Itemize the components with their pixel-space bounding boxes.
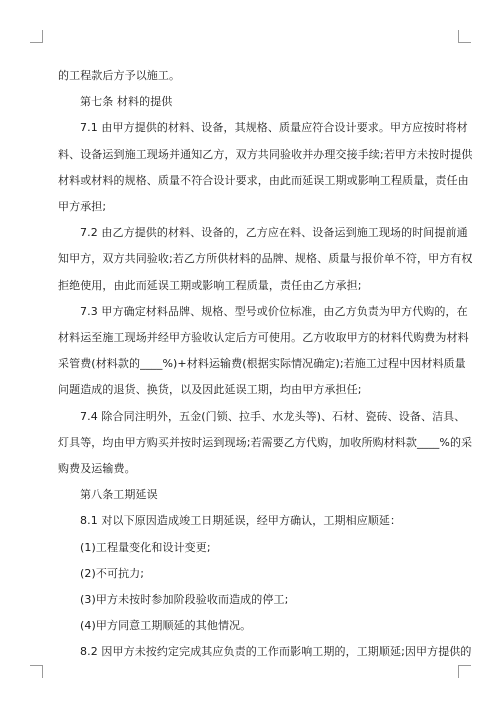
document-body <box>58 63 473 666</box>
document-text-line: 第七条 材料的提供 <box>80 95 173 109</box>
document-text-line: 甲方承担; <box>58 200 107 214</box>
document-text-line: 灯具等，均由甲方购买并按时运到现场;若需要乙方代购，加收所购材料款____%的采 <box>58 435 473 449</box>
crop-mark-bottom-left <box>30 665 43 678</box>
document-text-line: (4)甲方同意工期顺延的其他情况。 <box>80 619 252 633</box>
document-text-line: 8.2 因甲方未按约定完成其应负责的工作而影响工期的，工期顺延;因甲方提供的 <box>80 645 472 659</box>
document-text-line: 的工程款后方予以施工。 <box>58 69 181 82</box>
document-text-line: 7.4 除合同注明外，五金(门锁、拉手、水龙头等)、石材、瓷砖、设备、洁具、 <box>80 409 466 423</box>
crop-mark-top-right <box>458 30 471 43</box>
document-text-line: 采管费(材料款的____%)+材料运输费(根据实际情况确定);若施工过程中因材料质量 <box>58 357 466 371</box>
document-text-line: 材料运至施工现场并经甲方验收认定后方可使用。乙方收取甲方的材料代购费为材料 <box>58 331 469 345</box>
document-text-line: 问题造成的退货、换货，以及因此延误工期，均由甲方承担任; <box>58 383 362 397</box>
document-text-line: 7.2 由乙方提供的材料、设备的，乙方应在料、设备运到施工现场的时间提前通 <box>80 226 468 240</box>
document-text-line: 拒绝使用，由此而延误工期或影响工程质量，责任由乙方承担; <box>58 278 362 292</box>
document-text-line: 购费及运输费。 <box>58 462 136 476</box>
document-text-line: 8.1 对以下原因造成竣工日期延误，经甲方确认，工期相应顺延： <box>80 514 402 528</box>
crop-mark-top-left <box>30 30 43 43</box>
document-text-line: 第八条工期延误 <box>80 488 158 502</box>
document-text-line: (3)甲方未按时参加阶段验收而造成的停工; <box>80 593 289 607</box>
crop-mark-bottom-right <box>458 665 471 678</box>
document-text-line: 料、设备运到施工现场并通知乙方，双方共同验收并办理交接手续;若甲方未按时提供 <box>58 147 473 161</box>
document-text-line: (1)工程量变化和设计变更; <box>80 540 211 554</box>
document-text-line: 知甲方，双方共同验收;若乙方所供材料的品牌、规格、质量与报价单不符，甲方有权 <box>58 252 473 266</box>
document-text-line: (2)不可抗力; <box>80 566 145 580</box>
document-text-line: 7.1 由甲方提供的材料、设备，其规格、质量应符合设计要求。甲方应按时将材 <box>80 121 468 135</box>
document-text-line: 材料或材料的规格、质量不符合设计要求，由此而延误工期或影响工程质量，责任由 <box>58 173 469 187</box>
document-text-line: 7.3 甲方确定材料品牌、规格、型号或价位标准，由乙方负责为甲方代购的，在 <box>80 304 468 318</box>
